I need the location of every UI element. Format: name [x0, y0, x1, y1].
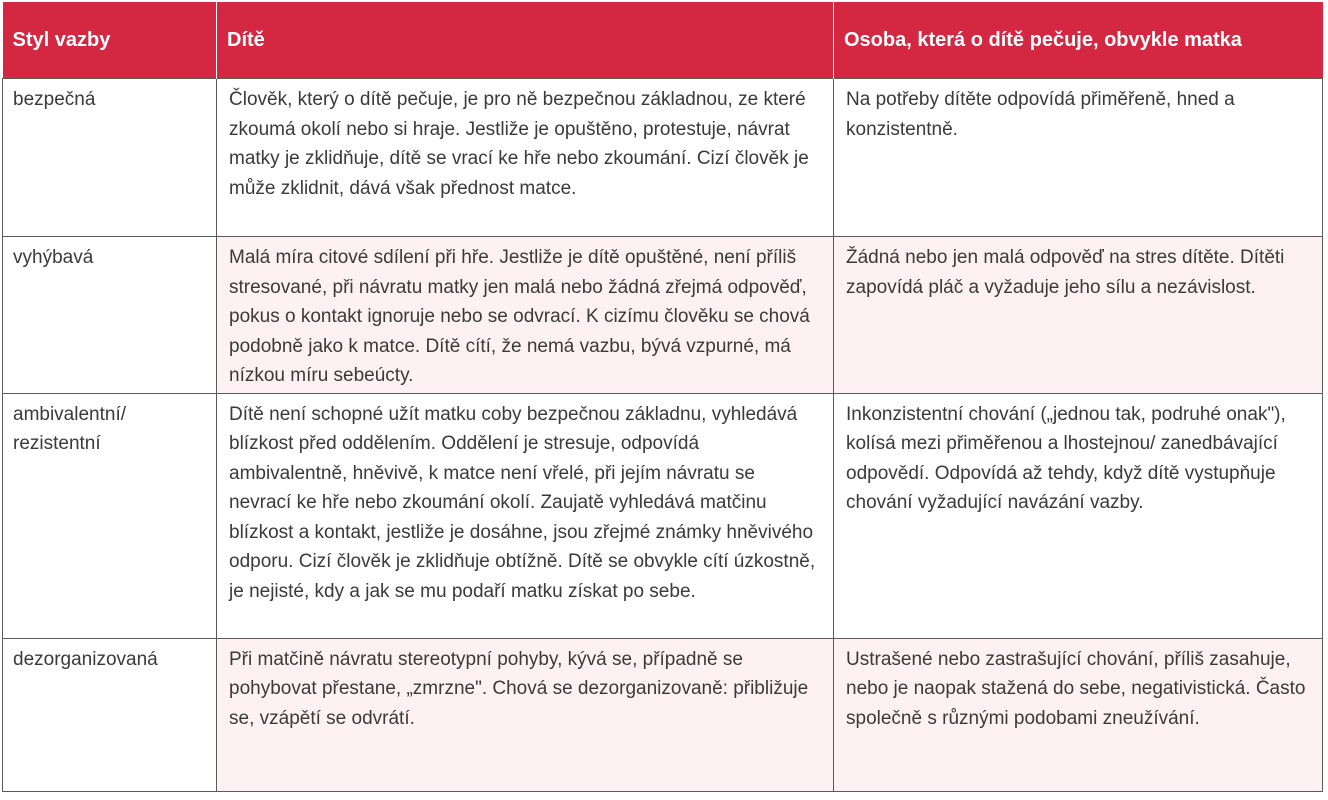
header-row	[3, 2, 1323, 79]
header-child: Dítě	[217, 2, 834, 79]
style-cell: dezorganizovaná	[3, 638, 217, 791]
caregiver-cell: Na potřeby dítěte odpovídá přiměřeně, hned a konzistentně.	[834, 79, 1323, 237]
table-row	[3, 638, 1323, 791]
caregiver-cell: Inkonzistentní chování („jednou tak, podruhé onak"), kolísá mezi přiměřenou a lhostejnou/ zanedbávající odpovědí. Odpovídá až tehdy, když dítě vystupňuje chování vyžadující navázání vazby.	[834, 393, 1323, 638]
caregiver-cell: Ustrašené nebo zastrašující chování, příliš zasahuje, nebo je naopak stažená do sebe, negativistická. Často společně s různými podobami zneužívání.	[834, 638, 1323, 791]
child-cell: Malá míra citové sdílení při hře. Jestliže je dítě opuštěné, není příliš stresované, při návratu matky jen malá nebo žádná zřejmá odpověď, pokus o kontakt ignoruje nebo se odvrací. K cizímu člověku se chová podobně jako k matce. Dítě cítí, že nemá vazbu, bývá vzpurné, má nízkou míru sebeúcty.	[217, 237, 834, 394]
child-cell: Dítě není schopné užít matku coby bezpečnou základnu, vyhledává blízkost před oddělením. Oddělení je stresuje, odpovídá ambivalentně, hněvivě, k matce není vřelé, při jejím návratu se nevrací ke hře nebo zkoumání okolí. Zaujatě vyhledává matčinu blízkost a kontakt, jestliže je dosáhne, jsou zřejmé známky hněvivého odporu. Cizí člověk je zklidňuje obtížně. Dítě se obvykle cítí úzkostně, je nejisté, kdy a jak se mu podaří matku získat po sebe.	[217, 393, 834, 638]
child-cell: Člověk, který o dítě pečuje, je pro ně bezpečnou základnou, ze které zkoumá okolí nebo si hraje. Jestliže je opuštěno, protestuje, návrat matky je zklidňuje, dítě se vrací ke hře nebo zkoumání. Cizí člověk je může zklidnit, dává však přednost matce.	[217, 79, 834, 237]
header-style: Styl vazby	[3, 2, 217, 79]
style-cell: vyhýbavá	[3, 237, 217, 394]
style-cell: ambivalentní/ rezistentní	[3, 393, 217, 638]
caregiver-cell: Žádná nebo jen malá odpověď na stres dítěte. Dítěti zapovídá pláč a vyžaduje jeho sílu a nezávislost.	[834, 237, 1323, 394]
table-row	[3, 79, 1323, 237]
table-row	[3, 393, 1323, 638]
attachment-styles-table-wrapper	[2, 2, 1322, 792]
style-cell: bezpečná	[3, 79, 217, 237]
attachment-styles-table	[2, 2, 1323, 792]
header-caregiver: Osoba, která o dítě pečuje, obvykle matka	[834, 2, 1323, 79]
child-cell: Při matčině návratu stereotypní pohyby, kývá se, případně se pohybovat přestane, „zmrzne". Chová se dezorganizovaně: přibližuje se, vzápětí se odvrátí.	[217, 638, 834, 791]
table-row	[3, 237, 1323, 394]
